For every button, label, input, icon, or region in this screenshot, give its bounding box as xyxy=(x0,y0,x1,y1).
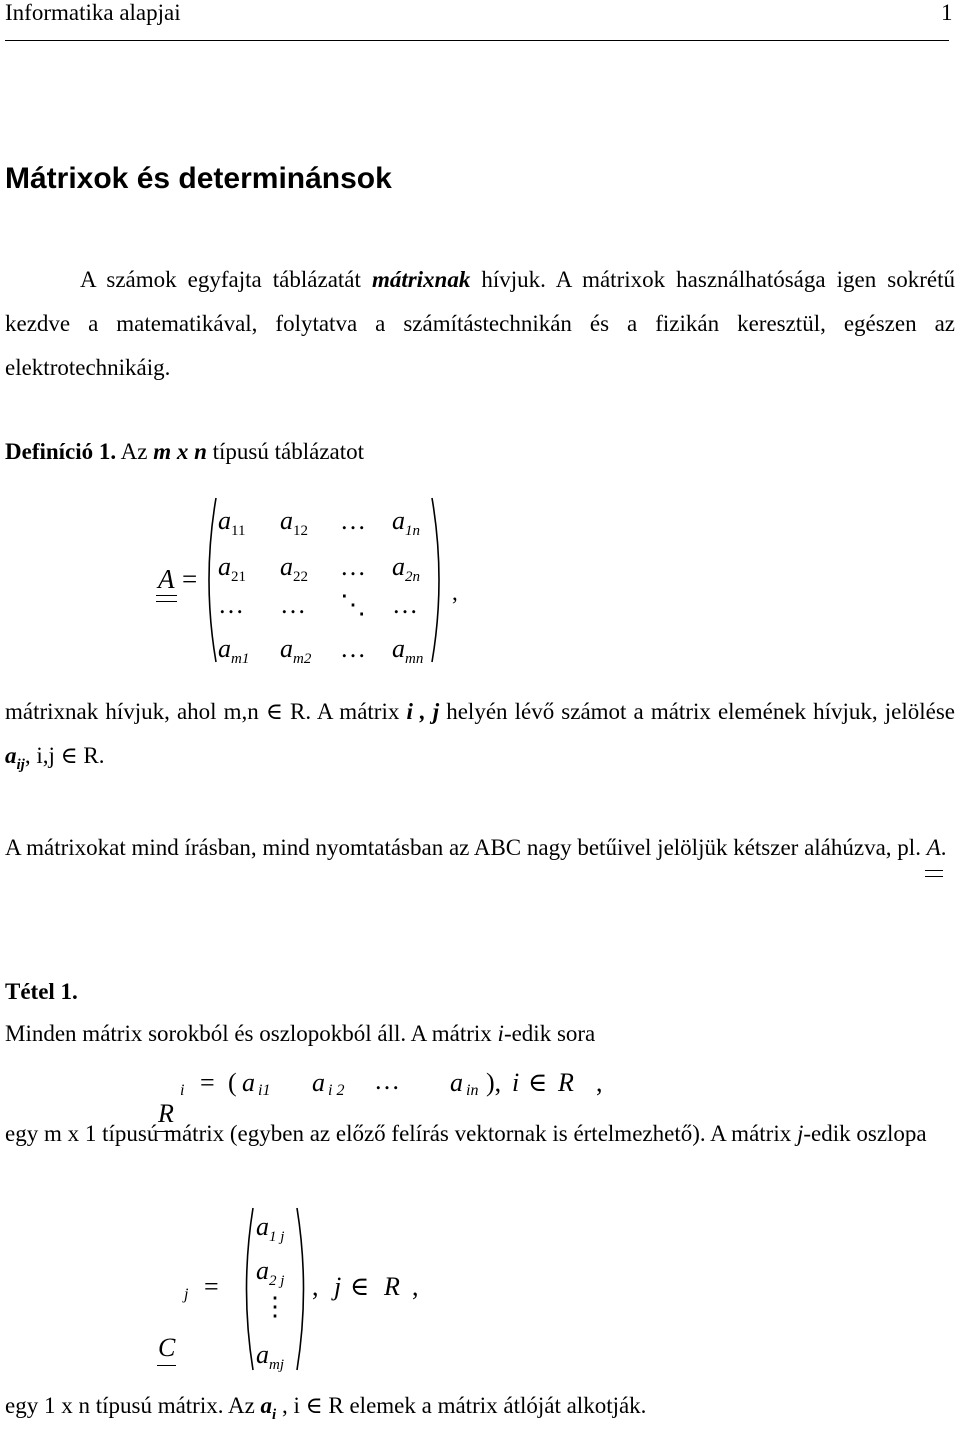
right-paren xyxy=(428,496,448,664)
column-entry: $a_{mj}$ xyxy=(256,1340,284,1373)
matrix-entry: $a_{mn}$ xyxy=(392,634,424,667)
matrix-entry: $a_{2n}$ xyxy=(392,552,420,585)
column-left-paren xyxy=(238,1206,256,1372)
theorem-label: Tétel 1. xyxy=(5,979,78,1004)
matrix-entry: … xyxy=(340,634,366,663)
matrix-entry: … xyxy=(340,552,366,581)
notation-example: A xyxy=(927,826,941,870)
matrix-entry: … xyxy=(280,590,306,619)
matrix-entry: $a_{12}$ xyxy=(280,506,308,539)
matrix-entry: $a_{21}$ xyxy=(218,552,246,585)
column-right-paren xyxy=(294,1206,312,1372)
intro-paragraph: A számok egyfajta táblázatát mátrixnak hívjuk. A mátrixok használhatósága igen sokrétű kezdve a matematikával, folytatva a számítástechnikán és a fizikán keresztül, egészen az elektrotechnikáig. xyxy=(5,267,955,380)
running-header-title: Informatika alapjai xyxy=(5,0,181,25)
element-of-symbol: ∈ xyxy=(265,699,283,724)
section-title: Mátrixok és determinánsok xyxy=(5,162,392,195)
matrix-entry: $a_{1n}$ xyxy=(392,506,420,539)
matrix-entry: … xyxy=(218,590,244,619)
matrix-term: mátrixnak xyxy=(371,267,471,292)
row-vector-name: R xyxy=(158,1099,174,1128)
column-definition-paragraph: egy m x 1 típusú mátrix (egyben az előző felírás vektornak is értelmezhető). A mátrix j-edik oszlopa xyxy=(5,1121,927,1146)
column-vector-formula: C j = $a_{1 j}$ $a_{2 j}$ ⋮ $a_{mj}$ , j ∈ R , xyxy=(0,61,960,91)
matrix-entry: … xyxy=(392,590,418,619)
definition-line: Definíció 1. Az m x n típusú táblázatot xyxy=(5,439,365,464)
matrix-entry: $a_{11}$ xyxy=(218,506,246,539)
column-entry: ⋮ xyxy=(262,1292,288,1321)
column-entry: $a_{1 j}$ xyxy=(256,1212,285,1245)
equals-sign: = xyxy=(182,564,198,594)
row-definition-line: Minden mátrix sorokból és oszlopokból áll. A mátrix i-edik sora xyxy=(5,1021,596,1046)
definition-label: Definíció 1. xyxy=(5,439,117,464)
diagonal-sentence: egy 1 x n típusú mátrix. Az $a_i$ , i ∈ R elemek a mátrix átlóját alkotják. xyxy=(5,1393,647,1423)
matrix-entry: $a_{m1}$ xyxy=(218,634,250,667)
page-number: 1 xyxy=(941,0,953,25)
element-definition-paragraph: mátrixnak hívjuk, ahol m,n ∈ R. A mátrix i , j helyén lévő számot a mátrix elemének hívjuk, jelölése $a_{ij}$, i,j ∈ R. xyxy=(5,699,956,773)
matrix-entry: $a_{m2}$ xyxy=(280,634,312,667)
column-entry: $a_{2 j}$ xyxy=(256,1256,285,1289)
matrix-entry: ⋱ xyxy=(340,590,366,619)
header-rule xyxy=(5,40,949,41)
column-vector-name: C xyxy=(158,1333,176,1362)
matrix-entry: $a_{22}$ xyxy=(280,552,308,585)
notation-paragraph: A mátrixokat mind írásban, mind nyomtatásban az ABC nagy betűivel jelöljük kétszer aláhúzva, pl. A. xyxy=(5,826,955,870)
matrix-entry: … xyxy=(340,506,366,535)
matrix-name: A xyxy=(158,564,175,594)
left-paren xyxy=(200,496,220,664)
row-vector-formula: R i = ( a i1 a i 2 … a in ), i ∈ R , xyxy=(158,1066,603,1128)
trailing-comma: , xyxy=(452,580,458,605)
